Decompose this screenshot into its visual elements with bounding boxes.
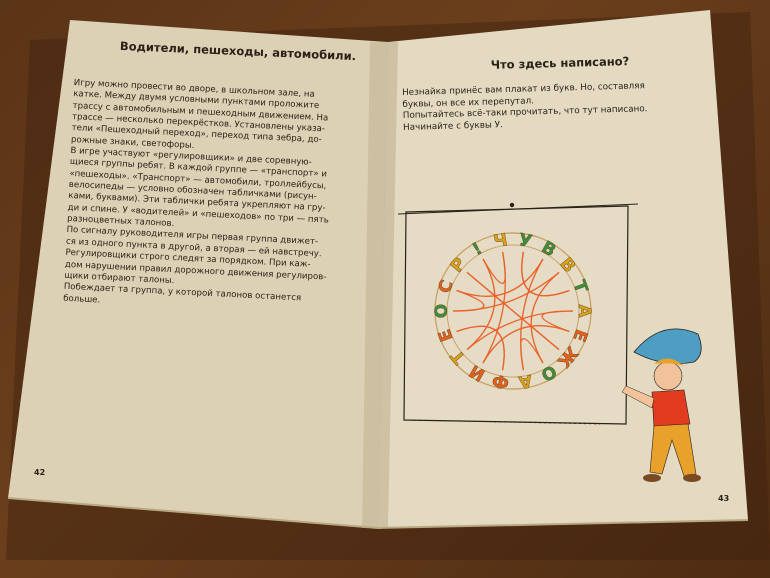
poster-letter: Т (447, 345, 470, 368)
left-page-number: 42 (34, 468, 46, 477)
left-page-title: Водители, пешеходы, автомобили. (119, 38, 357, 64)
poster-letter: ! (469, 238, 486, 261)
poster-letter: С (434, 277, 458, 297)
poster-letter: Ж (553, 342, 582, 372)
poster-letter: Р (446, 254, 471, 277)
poster-letter: В (537, 237, 560, 262)
poster-letter: И (466, 360, 489, 385)
character-shoe-left (643, 474, 661, 482)
poster-letter: Е (568, 326, 592, 345)
poster-letter: Е (434, 326, 458, 345)
right-page-title: Что здесь написано? (490, 54, 630, 72)
poster-letter: В (555, 253, 580, 277)
poster-letter: Ф (490, 369, 511, 393)
poster-letter: О (537, 360, 560, 385)
left-page-body: Игру можно провести во дворе, в школьном зале, на катке. Между двумя условными пунктами проложите трассу с автомобильным и пешеходным движением. На трассе — несколько перекрёстков. Установлены указа- тели «Пешеходный переход», переход типа зебра, до- рожные знаки, светофоры. В игре участвуют «регулировщики» и две соревную- щиеся группы ребят. В каждой группе — «транспорт» и «пешеходы». «Транспорт» — автомобили, троллейбусы, велосипеды — условно обозначен табличками (рисун- ками, буквами). Эти таблички ребята укрепляют на гру- ди и спине. У «водителей» и «пешеходов» по три — пять разноцветных талонов. По сигналу руководителя игры первая группа движет- ся из одного пункта в другой, а вторая — ей навстречу. Регулировщики строго следят за порядком. При каж- дом нарушении правил дорожного движения регулиров- щики отбирают талоны. Побеждает та группа, у которой талонов останется больше. (62, 78, 329, 306)
poster-letter: Т (568, 277, 592, 296)
right-page-number: 43 (718, 494, 730, 503)
poster (398, 203, 638, 424)
poster-letter: О (432, 303, 452, 319)
poster-letter: А (574, 304, 594, 318)
poster-pin (510, 203, 514, 207)
poster-letter: У (517, 230, 534, 253)
character-face (654, 362, 682, 390)
character-shirt (652, 390, 690, 428)
character-shoe-right (683, 474, 701, 482)
right-page-body: Незнайка принёс вам плакат из букв. Но, составляя буквы, он все их перепутал. Попытайтесь всё-таки прочитать, что тут написано. Начинайте с буквы У. (402, 81, 648, 133)
poster-letter: Ч (492, 230, 510, 253)
poster-letter: А (517, 369, 534, 392)
